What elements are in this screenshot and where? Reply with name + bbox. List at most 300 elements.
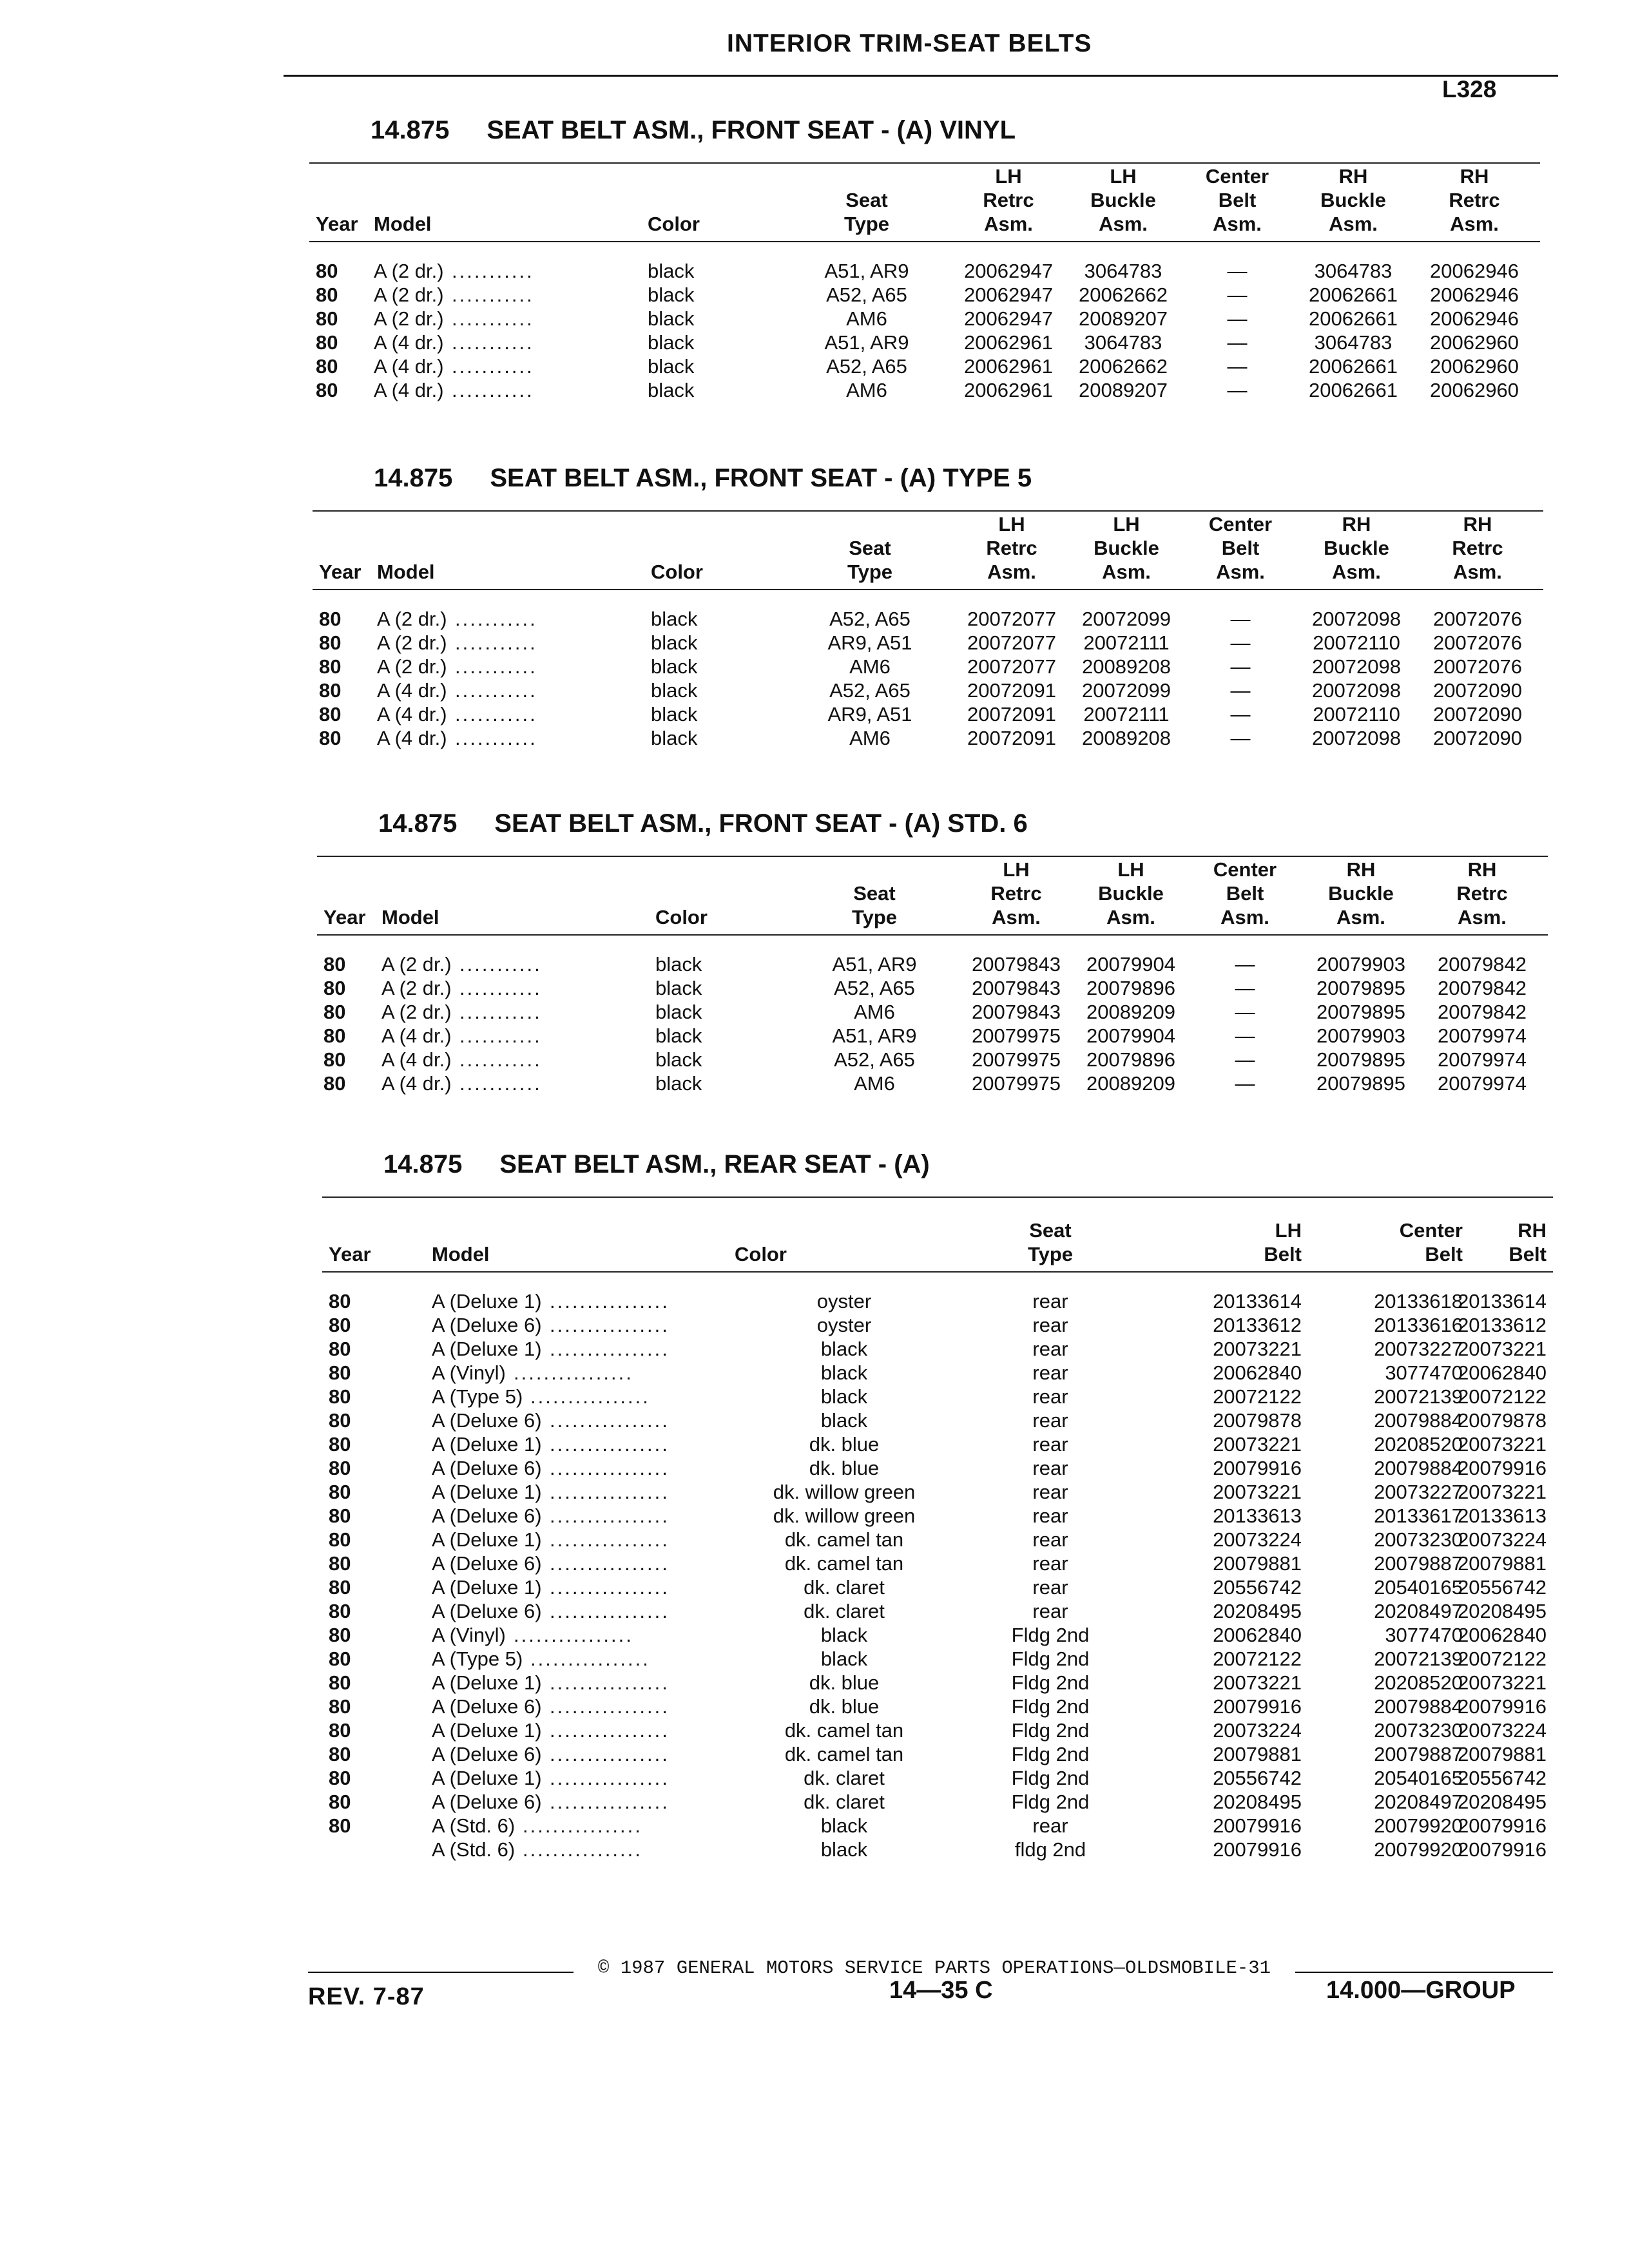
cell-col-2: A (Deluxe 6) bbox=[432, 1791, 542, 1813]
cell-col-8: 20079895 bbox=[1316, 977, 1405, 999]
cell-col-4: AM6 bbox=[849, 655, 891, 678]
cell-col-2: A (2 dr.) bbox=[377, 608, 447, 630]
cell-col-4: AM6 bbox=[854, 1001, 895, 1023]
cell-col-7: — bbox=[1235, 1048, 1255, 1071]
cell-col-5: 20079916 bbox=[1213, 1838, 1302, 1861]
cell-col-6: 20208520 bbox=[1374, 1433, 1463, 1456]
cell-col-6: 20208520 bbox=[1374, 1671, 1463, 1694]
cell-col-3: black bbox=[648, 379, 695, 401]
cell-col-5: 20073221 bbox=[1213, 1481, 1302, 1503]
cell-col-5: 20079916 bbox=[1213, 1814, 1302, 1837]
cell-col-5: 20079975 bbox=[972, 1048, 1061, 1071]
footer-page-number: 14—35 C bbox=[889, 1977, 993, 2004]
cell-col-4: Fldg 2nd bbox=[1011, 1648, 1090, 1670]
cell-col-3: black bbox=[820, 1409, 868, 1432]
cell-col-1: 80 bbox=[316, 379, 338, 401]
cell-col-7: 20079881 bbox=[1458, 1552, 1547, 1575]
cell-col-7: — bbox=[1230, 631, 1251, 654]
cell-col-6: 20079887 bbox=[1374, 1552, 1463, 1575]
leader-dots: ................ bbox=[550, 1314, 670, 1336]
cell-col-9: 20072076 bbox=[1433, 655, 1522, 678]
cell-col-6: 20089209 bbox=[1086, 1001, 1175, 1023]
cell-col-2: A (4 dr.) bbox=[374, 331, 444, 354]
cell-col-1: 80 bbox=[329, 1314, 351, 1336]
cell-col-7: 20079881 bbox=[1458, 1743, 1547, 1765]
cell-col-5: 20208495 bbox=[1213, 1600, 1302, 1622]
cell-col-6: 20072139 bbox=[1374, 1648, 1463, 1670]
cell-col-3: black bbox=[648, 331, 695, 354]
section-number: 14.875 bbox=[383, 1150, 463, 1178]
table-row bbox=[322, 1337, 1553, 1361]
cell-col-5: 20079881 bbox=[1213, 1552, 1302, 1575]
cell-col-4: rear bbox=[1032, 1385, 1068, 1408]
cell-col-4: fldg 2nd bbox=[1014, 1838, 1086, 1861]
table-row bbox=[322, 1504, 1553, 1528]
cell-col-1: 80 bbox=[329, 1528, 351, 1551]
cell-col-4: A52, A65 bbox=[829, 608, 911, 630]
column-header-3: Color bbox=[651, 561, 703, 583]
section-number: 14.875 bbox=[378, 809, 458, 838]
cell-col-6: 20079920 bbox=[1374, 1814, 1463, 1837]
table-row bbox=[322, 1432, 1553, 1456]
cell-col-4: Fldg 2nd bbox=[1011, 1695, 1090, 1718]
cell-col-3: black bbox=[648, 355, 695, 378]
cell-col-2: A (Deluxe 1) bbox=[432, 1433, 542, 1456]
cell-col-1: 80 bbox=[316, 307, 338, 330]
cell-col-5: 20073221 bbox=[1213, 1671, 1302, 1694]
footer-revision: REV. 7-87 bbox=[308, 1983, 425, 2010]
cell-col-7: 20556742 bbox=[1458, 1576, 1547, 1599]
cell-col-3: black bbox=[820, 1338, 868, 1360]
cell-col-2: A (4 dr.) bbox=[381, 1048, 452, 1071]
cell-col-2: A (4 dr.) bbox=[377, 703, 447, 726]
cell-col-4: A51, AR9 bbox=[832, 953, 917, 975]
cell-col-5: 20073224 bbox=[1213, 1528, 1302, 1551]
cell-col-5: 20208495 bbox=[1213, 1791, 1302, 1813]
cell-col-1: 80 bbox=[319, 608, 342, 630]
cell-col-6: 20208497 bbox=[1374, 1791, 1463, 1813]
cell-col-7: — bbox=[1235, 953, 1255, 975]
cell-col-2: A (2 dr.) bbox=[381, 1001, 452, 1023]
cell-col-7: 20073221 bbox=[1458, 1481, 1547, 1503]
column-header-9: RH Retrc Asm. bbox=[1452, 513, 1503, 583]
cell-col-9: 20062960 bbox=[1430, 355, 1519, 378]
leader-dots: ................ bbox=[550, 1671, 670, 1694]
table-row bbox=[317, 1024, 1548, 1048]
leader-dots: ........... bbox=[459, 953, 542, 975]
leader-dots: ................ bbox=[550, 1338, 670, 1360]
table-row bbox=[309, 283, 1540, 307]
cell-col-8: 20062661 bbox=[1309, 284, 1398, 306]
table-row bbox=[322, 1575, 1553, 1599]
section-title bbox=[374, 464, 1032, 493]
cell-col-7: 20133612 bbox=[1458, 1314, 1547, 1336]
cell-col-9: 20079974 bbox=[1438, 1072, 1527, 1095]
cell-col-6: 20072139 bbox=[1374, 1385, 1463, 1408]
cell-col-7: 20079916 bbox=[1458, 1457, 1547, 1479]
table-row bbox=[309, 331, 1540, 354]
cell-col-6: 3064783 bbox=[1084, 260, 1162, 282]
cell-col-2: A (2 dr.) bbox=[377, 655, 447, 678]
table-row bbox=[309, 378, 1540, 402]
cell-col-5: 20072122 bbox=[1213, 1385, 1302, 1408]
cell-col-3: black bbox=[820, 1648, 868, 1670]
cell-col-8: 20062661 bbox=[1309, 307, 1398, 330]
cell-col-2: A (Deluxe 6) bbox=[432, 1695, 542, 1718]
cell-col-4: A51, AR9 bbox=[824, 331, 909, 354]
cell-col-4: AM6 bbox=[846, 379, 887, 401]
leader-dots: ................ bbox=[523, 1814, 642, 1837]
cell-col-4: rear bbox=[1032, 1552, 1068, 1575]
cell-col-2: A (Deluxe 6) bbox=[432, 1457, 542, 1479]
leader-dots: ........... bbox=[455, 655, 537, 678]
cell-col-5: 20079916 bbox=[1213, 1457, 1302, 1479]
table-row bbox=[322, 1361, 1553, 1385]
table-row bbox=[322, 1289, 1553, 1313]
leader-dots: ................ bbox=[550, 1409, 670, 1432]
column-header-5: LH Retrc Asm. bbox=[990, 858, 1042, 928]
cell-col-1: 80 bbox=[323, 953, 346, 975]
cell-col-3: black bbox=[655, 977, 702, 999]
cell-col-4: A51, AR9 bbox=[824, 260, 909, 282]
cell-col-7: 20079916 bbox=[1458, 1814, 1547, 1837]
cell-col-1: 80 bbox=[329, 1338, 351, 1360]
cell-col-3: dk. claret bbox=[804, 1576, 885, 1599]
table-row bbox=[322, 1408, 1553, 1432]
table-row bbox=[313, 631, 1543, 655]
cell-col-1: 80 bbox=[316, 355, 338, 378]
cell-col-7: 20073224 bbox=[1458, 1528, 1547, 1551]
cell-col-6: 20062662 bbox=[1079, 355, 1168, 378]
cell-col-2: A (Deluxe 6) bbox=[432, 1409, 542, 1432]
cell-col-4: rear bbox=[1032, 1528, 1068, 1551]
cell-col-6: 20079904 bbox=[1086, 953, 1175, 975]
cell-col-6: 20073230 bbox=[1374, 1528, 1463, 1551]
cell-col-3: black bbox=[820, 1385, 868, 1408]
cell-col-7: 20133614 bbox=[1458, 1290, 1547, 1312]
cell-col-7: 20073221 bbox=[1458, 1338, 1547, 1360]
cell-col-7: — bbox=[1227, 307, 1248, 330]
cell-col-1: 80 bbox=[316, 260, 338, 282]
cell-col-7: — bbox=[1235, 1001, 1255, 1023]
cell-col-6: 20072111 bbox=[1083, 631, 1170, 654]
column-header-9: RH Retrc Asm. bbox=[1449, 165, 1500, 235]
cell-col-6: 20062662 bbox=[1079, 284, 1168, 306]
section-number: 14.875 bbox=[374, 464, 453, 492]
cell-col-5: 20079916 bbox=[1213, 1695, 1302, 1718]
page-code: L328 bbox=[1442, 76, 1497, 102]
cell-col-2: A (Deluxe 1) bbox=[432, 1719, 542, 1742]
cell-col-6: 20089209 bbox=[1086, 1072, 1175, 1095]
table-top-rule bbox=[317, 856, 1548, 857]
column-header-6: LH Buckle Asm. bbox=[1094, 513, 1159, 583]
leader-dots: ................ bbox=[530, 1648, 650, 1670]
table-row bbox=[322, 1695, 1553, 1718]
cell-col-1: 80 bbox=[329, 1552, 351, 1575]
leader-dots: ................ bbox=[550, 1433, 670, 1456]
cell-col-1: 80 bbox=[329, 1361, 351, 1384]
cell-col-8: 3064783 bbox=[1314, 331, 1393, 354]
section-title bbox=[383, 1150, 930, 1179]
page-header-title: INTERIOR TRIM-SEAT BELTS bbox=[727, 30, 1092, 57]
cell-col-7: — bbox=[1235, 1024, 1255, 1047]
cell-col-7: 20073224 bbox=[1458, 1719, 1547, 1742]
cell-col-5: 20556742 bbox=[1213, 1767, 1302, 1789]
cell-col-1: 80 bbox=[329, 1481, 351, 1503]
section-number: 14.875 bbox=[371, 116, 450, 144]
cell-col-1: 80 bbox=[329, 1695, 351, 1718]
cell-col-4: AM6 bbox=[849, 727, 891, 749]
column-header-4: Seat Type bbox=[1027, 1219, 1074, 1265]
cell-col-2: A (Std. 6) bbox=[432, 1814, 516, 1837]
cell-col-1: 80 bbox=[323, 1024, 346, 1047]
cell-col-1: 80 bbox=[319, 679, 342, 702]
cell-col-2: A (4 dr.) bbox=[381, 1072, 452, 1095]
cell-col-4: rear bbox=[1032, 1814, 1068, 1837]
cell-col-7: 20133613 bbox=[1458, 1504, 1547, 1527]
leader-dots: ........... bbox=[459, 1024, 542, 1047]
cell-col-4: rear bbox=[1032, 1504, 1068, 1527]
table-header-rule bbox=[322, 1271, 1553, 1273]
column-header-8: RH Buckle Asm. bbox=[1320, 165, 1386, 235]
column-header-4: Seat Type bbox=[851, 882, 898, 928]
cell-col-5: 20079975 bbox=[972, 1024, 1061, 1047]
cell-col-7: — bbox=[1230, 608, 1251, 630]
leader-dots: ................ bbox=[550, 1576, 670, 1599]
cell-col-2: A (Std. 6) bbox=[432, 1838, 516, 1861]
column-header-5: LH Retrc Asm. bbox=[986, 513, 1037, 583]
cell-col-6: 20208497 bbox=[1374, 1600, 1463, 1622]
leader-dots: ........... bbox=[452, 379, 534, 401]
cell-col-5: 20133614 bbox=[1213, 1290, 1302, 1312]
column-header-1: Year bbox=[329, 1243, 371, 1265]
cell-col-1: 80 bbox=[323, 1001, 346, 1023]
cell-col-8: 20062661 bbox=[1309, 355, 1398, 378]
leader-dots: ................ bbox=[550, 1457, 670, 1479]
cell-col-1: 80 bbox=[319, 703, 342, 726]
table-body bbox=[322, 1289, 1553, 1861]
footer-rule-left bbox=[308, 1972, 574, 1973]
cell-col-9: 20079974 bbox=[1438, 1024, 1527, 1047]
cell-col-1: 80 bbox=[329, 1624, 351, 1646]
cell-col-9: 20062946 bbox=[1430, 284, 1519, 306]
column-header-8: RH Buckle Asm. bbox=[1324, 513, 1389, 583]
leader-dots: ........... bbox=[455, 631, 537, 654]
cell-col-2: A (Vinyl) bbox=[432, 1361, 506, 1384]
cell-col-1: 80 bbox=[323, 1072, 346, 1095]
cell-col-9: 20072076 bbox=[1433, 631, 1522, 654]
cell-col-5: 20062840 bbox=[1213, 1361, 1302, 1384]
table-row bbox=[322, 1647, 1553, 1671]
cell-col-2: A (Type 5) bbox=[432, 1648, 523, 1670]
column-header-6: LH Buckle Asm. bbox=[1098, 858, 1164, 928]
cell-col-9: 20062946 bbox=[1430, 307, 1519, 330]
table-row bbox=[322, 1599, 1553, 1623]
cell-col-6: 20073227 bbox=[1374, 1338, 1463, 1360]
column-header-3: Color bbox=[655, 906, 708, 928]
column-header-7: Center Belt Asm. bbox=[1208, 513, 1273, 583]
cell-col-2: A (Deluxe 1) bbox=[432, 1528, 542, 1551]
cell-col-6: 20072099 bbox=[1082, 679, 1171, 702]
footer-copyright: © 1987 GENERAL MOTORS SERVICE PARTS OPERATIONS—OLDSMOBILE-31 bbox=[597, 1957, 1271, 1979]
cell-col-3: dk. camel tan bbox=[784, 1743, 904, 1765]
column-header-1: Year bbox=[316, 213, 358, 235]
table-row bbox=[317, 1000, 1548, 1024]
cell-col-9: 20079842 bbox=[1438, 1001, 1527, 1023]
cell-col-3: black bbox=[651, 703, 698, 726]
cell-col-3: dk. claret bbox=[804, 1791, 885, 1813]
cell-col-6: 20079884 bbox=[1374, 1695, 1463, 1718]
cell-col-7: 20556742 bbox=[1458, 1767, 1547, 1789]
table-body bbox=[317, 952, 1548, 1095]
column-header-8: RH Buckle Asm. bbox=[1328, 858, 1394, 928]
cell-col-9: 20079842 bbox=[1438, 977, 1527, 999]
table-row bbox=[317, 1072, 1548, 1095]
table-row bbox=[309, 354, 1540, 378]
cell-col-3: dk. blue bbox=[809, 1457, 880, 1479]
cell-col-4: Fldg 2nd bbox=[1011, 1719, 1090, 1742]
cell-col-3: black bbox=[820, 1814, 868, 1837]
cell-col-3: black bbox=[651, 727, 698, 749]
cell-col-4: rear bbox=[1032, 1361, 1068, 1384]
cell-col-1: 80 bbox=[329, 1457, 351, 1479]
table-row bbox=[317, 976, 1548, 1000]
leader-dots: ........... bbox=[455, 703, 537, 726]
cell-col-3: oyster bbox=[816, 1290, 872, 1312]
cell-col-2: A (Deluxe 6) bbox=[432, 1504, 542, 1527]
table-row bbox=[322, 1718, 1553, 1742]
cell-col-5: 20072091 bbox=[967, 727, 1056, 749]
cell-col-7: — bbox=[1230, 655, 1251, 678]
cell-col-8: 20072110 bbox=[1313, 703, 1400, 726]
cell-col-5: 20072091 bbox=[967, 703, 1056, 726]
cell-col-3: black bbox=[655, 953, 702, 975]
table-row bbox=[322, 1552, 1553, 1575]
leader-dots: ........... bbox=[459, 977, 542, 999]
cell-col-8: 20079903 bbox=[1316, 953, 1405, 975]
column-header-2: Model bbox=[374, 213, 432, 235]
table-body bbox=[313, 607, 1543, 750]
cell-col-8: 20072098 bbox=[1312, 608, 1401, 630]
cell-col-4: A52, A65 bbox=[826, 284, 907, 306]
cell-col-3: dk. blue bbox=[809, 1433, 880, 1456]
cell-col-1: 80 bbox=[329, 1385, 351, 1408]
cell-col-9: 20072076 bbox=[1433, 608, 1522, 630]
column-header-1: Year bbox=[319, 561, 361, 583]
cell-col-1: 80 bbox=[323, 1048, 346, 1071]
leader-dots: ................ bbox=[550, 1481, 670, 1503]
table-row bbox=[313, 607, 1543, 631]
table-row bbox=[322, 1671, 1553, 1695]
cell-col-3: dk. claret bbox=[804, 1767, 885, 1789]
table-header-rule bbox=[313, 589, 1543, 590]
cell-col-9: 20062960 bbox=[1430, 379, 1519, 401]
cell-col-2: A (Deluxe 1) bbox=[432, 1338, 542, 1360]
cell-col-5: 20079975 bbox=[972, 1072, 1061, 1095]
cell-col-7: 20072122 bbox=[1458, 1648, 1547, 1670]
cell-col-7: 20079878 bbox=[1458, 1409, 1547, 1432]
cell-col-6: 3077470 bbox=[1385, 1361, 1463, 1384]
cell-col-8: 3064783 bbox=[1314, 260, 1393, 282]
section-heading: SEAT BELT ASM., FRONT SEAT - (A) TYPE 5 bbox=[490, 464, 1032, 492]
cell-col-3: black bbox=[820, 1624, 868, 1646]
table-row bbox=[322, 1456, 1553, 1480]
cell-col-7: 20208495 bbox=[1458, 1600, 1547, 1622]
cell-col-1: 80 bbox=[329, 1290, 351, 1312]
cell-col-9: 20079842 bbox=[1438, 953, 1527, 975]
cell-col-6: 20133618 bbox=[1374, 1290, 1463, 1312]
cell-col-9: 20062946 bbox=[1430, 260, 1519, 282]
cell-col-4: Fldg 2nd bbox=[1011, 1624, 1090, 1646]
cell-col-3: black bbox=[655, 1072, 702, 1095]
cell-col-2: A (2 dr.) bbox=[374, 307, 444, 330]
cell-col-3: black bbox=[820, 1838, 868, 1861]
cell-col-5: 20062947 bbox=[964, 260, 1053, 282]
cell-col-5: 20062961 bbox=[964, 379, 1053, 401]
cell-col-8: 20079903 bbox=[1316, 1024, 1405, 1047]
cell-col-6: 3077470 bbox=[1385, 1624, 1463, 1646]
section-heading: SEAT BELT ASM., FRONT SEAT - (A) VINYL bbox=[487, 116, 1016, 144]
table-row bbox=[322, 1814, 1553, 1838]
cell-col-9: 20072090 bbox=[1433, 679, 1522, 702]
leader-dots: ................ bbox=[550, 1504, 670, 1527]
cell-col-6: 20073227 bbox=[1374, 1481, 1463, 1503]
leader-dots: ........... bbox=[452, 284, 534, 306]
leader-dots: ........... bbox=[455, 679, 537, 702]
leader-dots: ................ bbox=[550, 1767, 670, 1789]
cell-col-7: — bbox=[1230, 727, 1251, 749]
cell-col-3: dk. blue bbox=[809, 1695, 880, 1718]
cell-col-6: 20133616 bbox=[1374, 1314, 1463, 1336]
cell-col-7: — bbox=[1235, 1072, 1255, 1095]
leader-dots: ................ bbox=[530, 1385, 650, 1408]
cell-col-6: 20079896 bbox=[1086, 1048, 1175, 1071]
leader-dots: ........... bbox=[452, 260, 534, 282]
cell-col-7: — bbox=[1227, 379, 1248, 401]
cell-col-4: Fldg 2nd bbox=[1011, 1767, 1090, 1789]
cell-col-2: A (Deluxe 6) bbox=[432, 1552, 542, 1575]
cell-col-3: black bbox=[655, 1001, 702, 1023]
cell-col-4: A52, A65 bbox=[829, 679, 911, 702]
cell-col-3: black bbox=[651, 608, 698, 630]
cell-col-1: 80 bbox=[329, 1433, 351, 1456]
cell-col-2: A (Deluxe 6) bbox=[432, 1743, 542, 1765]
cell-col-8: 20072098 bbox=[1312, 655, 1401, 678]
column-header-2: Model bbox=[377, 561, 435, 583]
cell-col-7: — bbox=[1230, 679, 1251, 702]
cell-col-6: 20089207 bbox=[1079, 379, 1168, 401]
cell-col-7: — bbox=[1227, 260, 1248, 282]
cell-col-2: A (4 dr.) bbox=[374, 355, 444, 378]
cell-col-3: dk. camel tan bbox=[784, 1719, 904, 1742]
table-row bbox=[322, 1790, 1553, 1814]
cell-col-8: 20079895 bbox=[1316, 1001, 1405, 1023]
cell-col-2: A (2 dr.) bbox=[374, 284, 444, 306]
column-header-6: Center Belt bbox=[1399, 1219, 1463, 1265]
header-rule bbox=[284, 75, 1558, 77]
leader-dots: ................ bbox=[550, 1791, 670, 1813]
column-header-4: Seat Type bbox=[843, 189, 890, 235]
cell-col-2: A (Deluxe 1) bbox=[432, 1481, 542, 1503]
cell-col-2: A (Deluxe 1) bbox=[432, 1576, 542, 1599]
cell-col-2: A (Deluxe 6) bbox=[432, 1314, 542, 1336]
cell-col-4: rear bbox=[1032, 1457, 1068, 1479]
cell-col-7: 20073221 bbox=[1458, 1433, 1547, 1456]
table-body bbox=[309, 259, 1540, 402]
cell-col-5: 20062961 bbox=[964, 355, 1053, 378]
cell-col-3: dk. willow green bbox=[773, 1504, 916, 1527]
table-row bbox=[322, 1623, 1553, 1647]
